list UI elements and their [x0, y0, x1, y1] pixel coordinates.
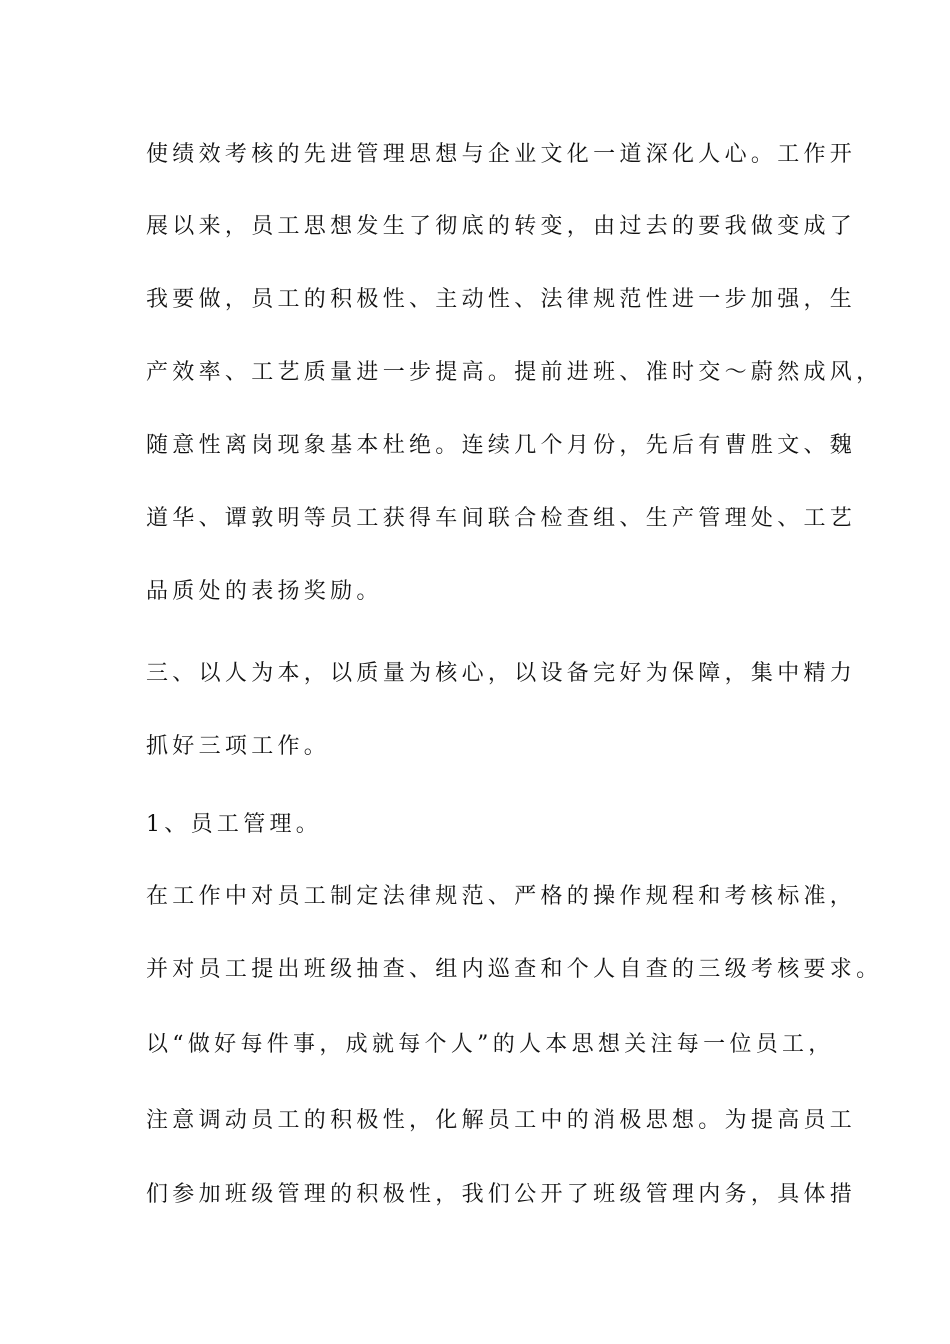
text-line: 并对员工提出班级抽查、组内巡查和个人自查的三级考核要求。 — [146, 957, 883, 982]
text-line: 产效率、工艺质量进一步提高。提前进班、准时交～蔚然成风， — [146, 360, 883, 385]
text-line: 们参加班级管理的积极性，我们公开了班级管理内务，具体措 — [146, 1182, 857, 1207]
text-line: 在工作中对员工制定法律规范、严格的操作规程和考核标准， — [146, 884, 857, 909]
text-line: 品质处的表扬奖励。 — [146, 579, 383, 604]
text-line: 我要做，员工的积极性、主动性、法律规范性进一步加强，生 — [146, 287, 857, 312]
text-line: 道华、谭敦明等员工获得车间联合检查组、生产管理处、工艺 — [146, 506, 857, 531]
text-line: 以“做好每件事，成就每个人”的人本思想关注每一位员工， — [146, 1032, 835, 1057]
text-line: 使绩效考核的先进管理思想与企业文化一道深化人心。工作开 — [146, 142, 857, 167]
text-line: 注意调动员工的积极性，化解员工中的消极思想。为提高员工 — [146, 1108, 857, 1133]
text-line: 随意性离岗现象基本杜绝。连续几个月份，先后有曹胜文、魏 — [146, 433, 857, 458]
text-line: 展以来，员工思想发生了彻底的转变，由过去的要我做变成了 — [146, 214, 857, 239]
section-heading: 三、以人为本，以质量为核心，以设备完好为保障，集中精力 — [146, 661, 857, 686]
text-line: 抓好三项工作。 — [146, 734, 331, 759]
subsection-heading: 1、员工管理。 — [146, 812, 323, 837]
